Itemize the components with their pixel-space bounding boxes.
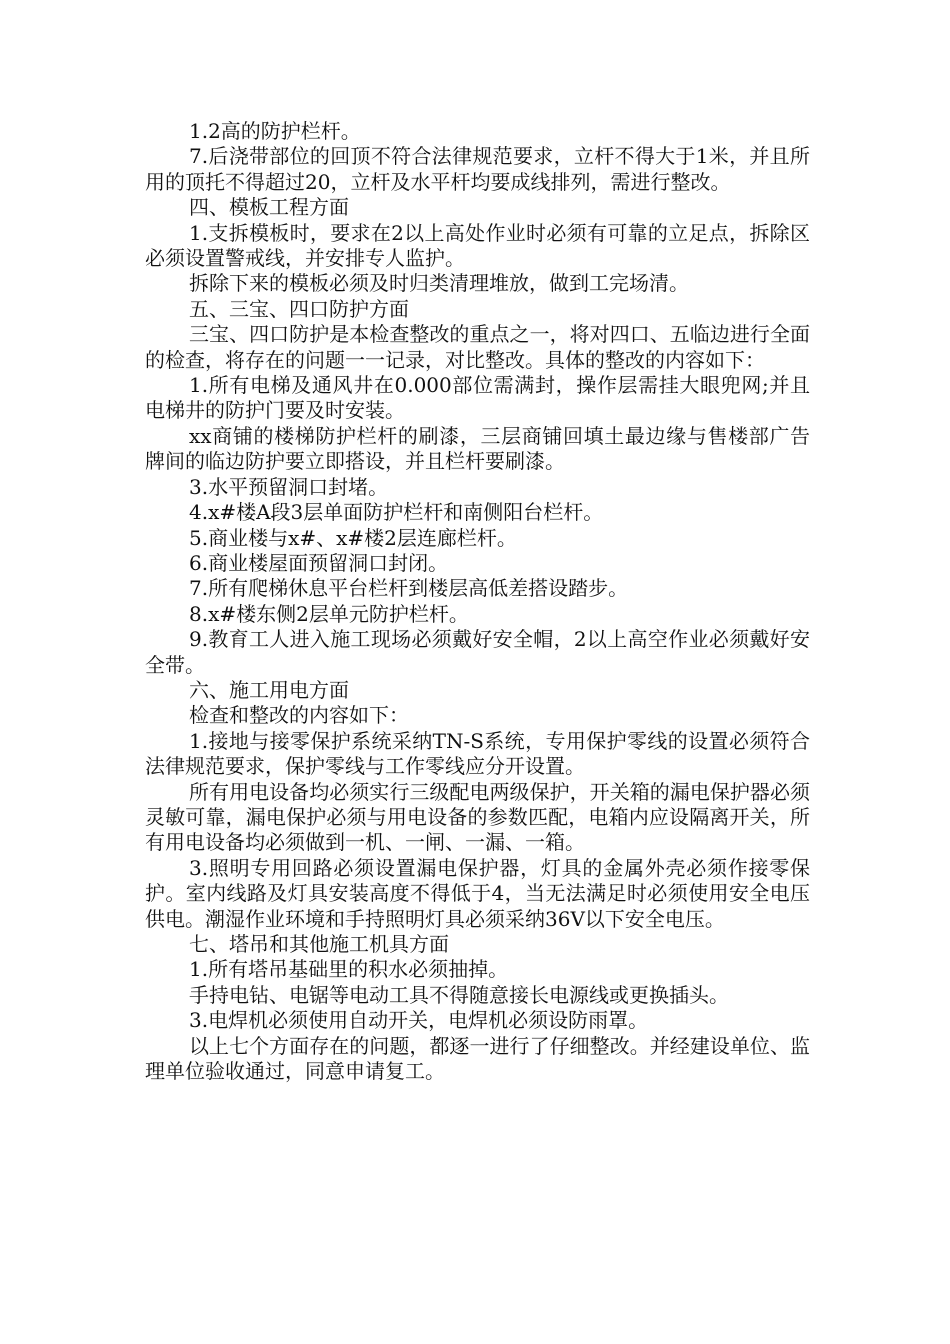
paragraph-21: 3.照明专用回路必须设置漏电保护器，灯具的金属外壳必须作接零保护。室内线路及灯具安装高度不得低于4，当无法满足时必须使用安全电压供电。潮湿作业环境和手持照明灯具必须采纳36V以下安全电压。 — [145, 855, 810, 931]
paragraph-5: 拆除下来的模板必须及时归类清理堆放，做到工完场清。 — [189, 271, 689, 296]
section-heading-protection: 五、三宝、四口防护方面 — [189, 296, 409, 321]
section-heading-electricity: 六、施工用电方面 — [189, 677, 349, 702]
paragraph-13: 6.商业楼屋面预留洞口封闭。 — [189, 550, 449, 575]
document-body — [145, 119, 810, 1084]
paragraph-8: 1.所有电梯及通风井在0.000部位需满封，操作层需挂大眼兜网;并且电梯井的防护门要及时安装。 — [145, 373, 810, 423]
section-heading-formwork: 四、模板工程方面 — [189, 195, 349, 220]
paragraph-11: 4.x#楼A段3层单面防护栏杆和南侧阳台栏杆。 — [189, 500, 604, 525]
paragraph-2: 7.后浇带部位的回顶不符合法律规范要求，立杆不得大于1米，并且所用的顶托不得超过20，立杆及水平杆均要成线排列，需进行整改。 — [145, 144, 810, 194]
paragraph-24: 手持电钻、电锯等电动工具不得随意接长电源线或更换插头。 — [189, 982, 729, 1007]
paragraph-conclusion: 以上七个方面存在的问题，都逐一进行了仔细整改。并经建设单位、监理单位验收通过，同意申请复工。 — [145, 1033, 810, 1084]
paragraph-1: 1.2高的防护栏杆。 — [189, 119, 361, 143]
paragraph-16: 9.教育工人进入施工现场必须戴好安全帽，2以上高空作业必须戴好安全带。 — [145, 627, 810, 677]
paragraph-25: 3.电焊机必须使用自动开关，电焊机必须设防雨罩。 — [189, 1008, 649, 1033]
paragraph-4: 1.支拆模板时，要求在2以上高处作业时必须有可靠的立足点，拆除区必须设置警戒线，并安排专人监护。 — [145, 220, 810, 271]
paragraph-15: 8.x#楼东侧2层单元防护栏杆。 — [189, 601, 469, 626]
paragraph-19: 1.接地与接零保护系统采纳TN-S系统，专用保护零线的设置必须符合法律规范要求，保护零线与工作零线应分开设置。 — [145, 728, 810, 779]
paragraph-23: 1.所有塔吊基础里的积水必须抽掉。 — [189, 957, 509, 982]
paragraph-7: 三宝、四口防护是本检查整改的重点之一，将对四口、五临边进行全面的检查，将存在的问题一一记录，对比整改。具体的整改的内容如下： — [145, 322, 810, 372]
paragraph-18: 检查和整改的内容如下： — [189, 703, 409, 728]
paragraph-9: xx商铺的楼梯防护栏杆的刷漆，三层商铺回填土最边缘与售楼部广告牌间的临边防护要立即搭设，并且栏杆要刷漆。 — [145, 423, 810, 474]
paragraph-10: 3.水平预留洞口封堵。 — [189, 474, 389, 499]
paragraph-20: 所有用电设备均必须实行三级配电两级保护，开关箱的漏电保护器必须灵敏可靠，漏电保护必须与用电设备的参数匹配，电箱内应设隔离开关，所有用电设备均必须做到一机、一闸、一漏、一箱。 — [145, 779, 810, 855]
paragraph-14: 7.所有爬梯休息平台栏杆到楼层高低差搭设踏步。 — [189, 576, 629, 601]
section-heading-machinery: 七、塔吊和其他施工机具方面 — [189, 932, 449, 956]
paragraph-12: 5.商业楼与x#、x#楼2层连廊栏杆。 — [189, 525, 517, 550]
